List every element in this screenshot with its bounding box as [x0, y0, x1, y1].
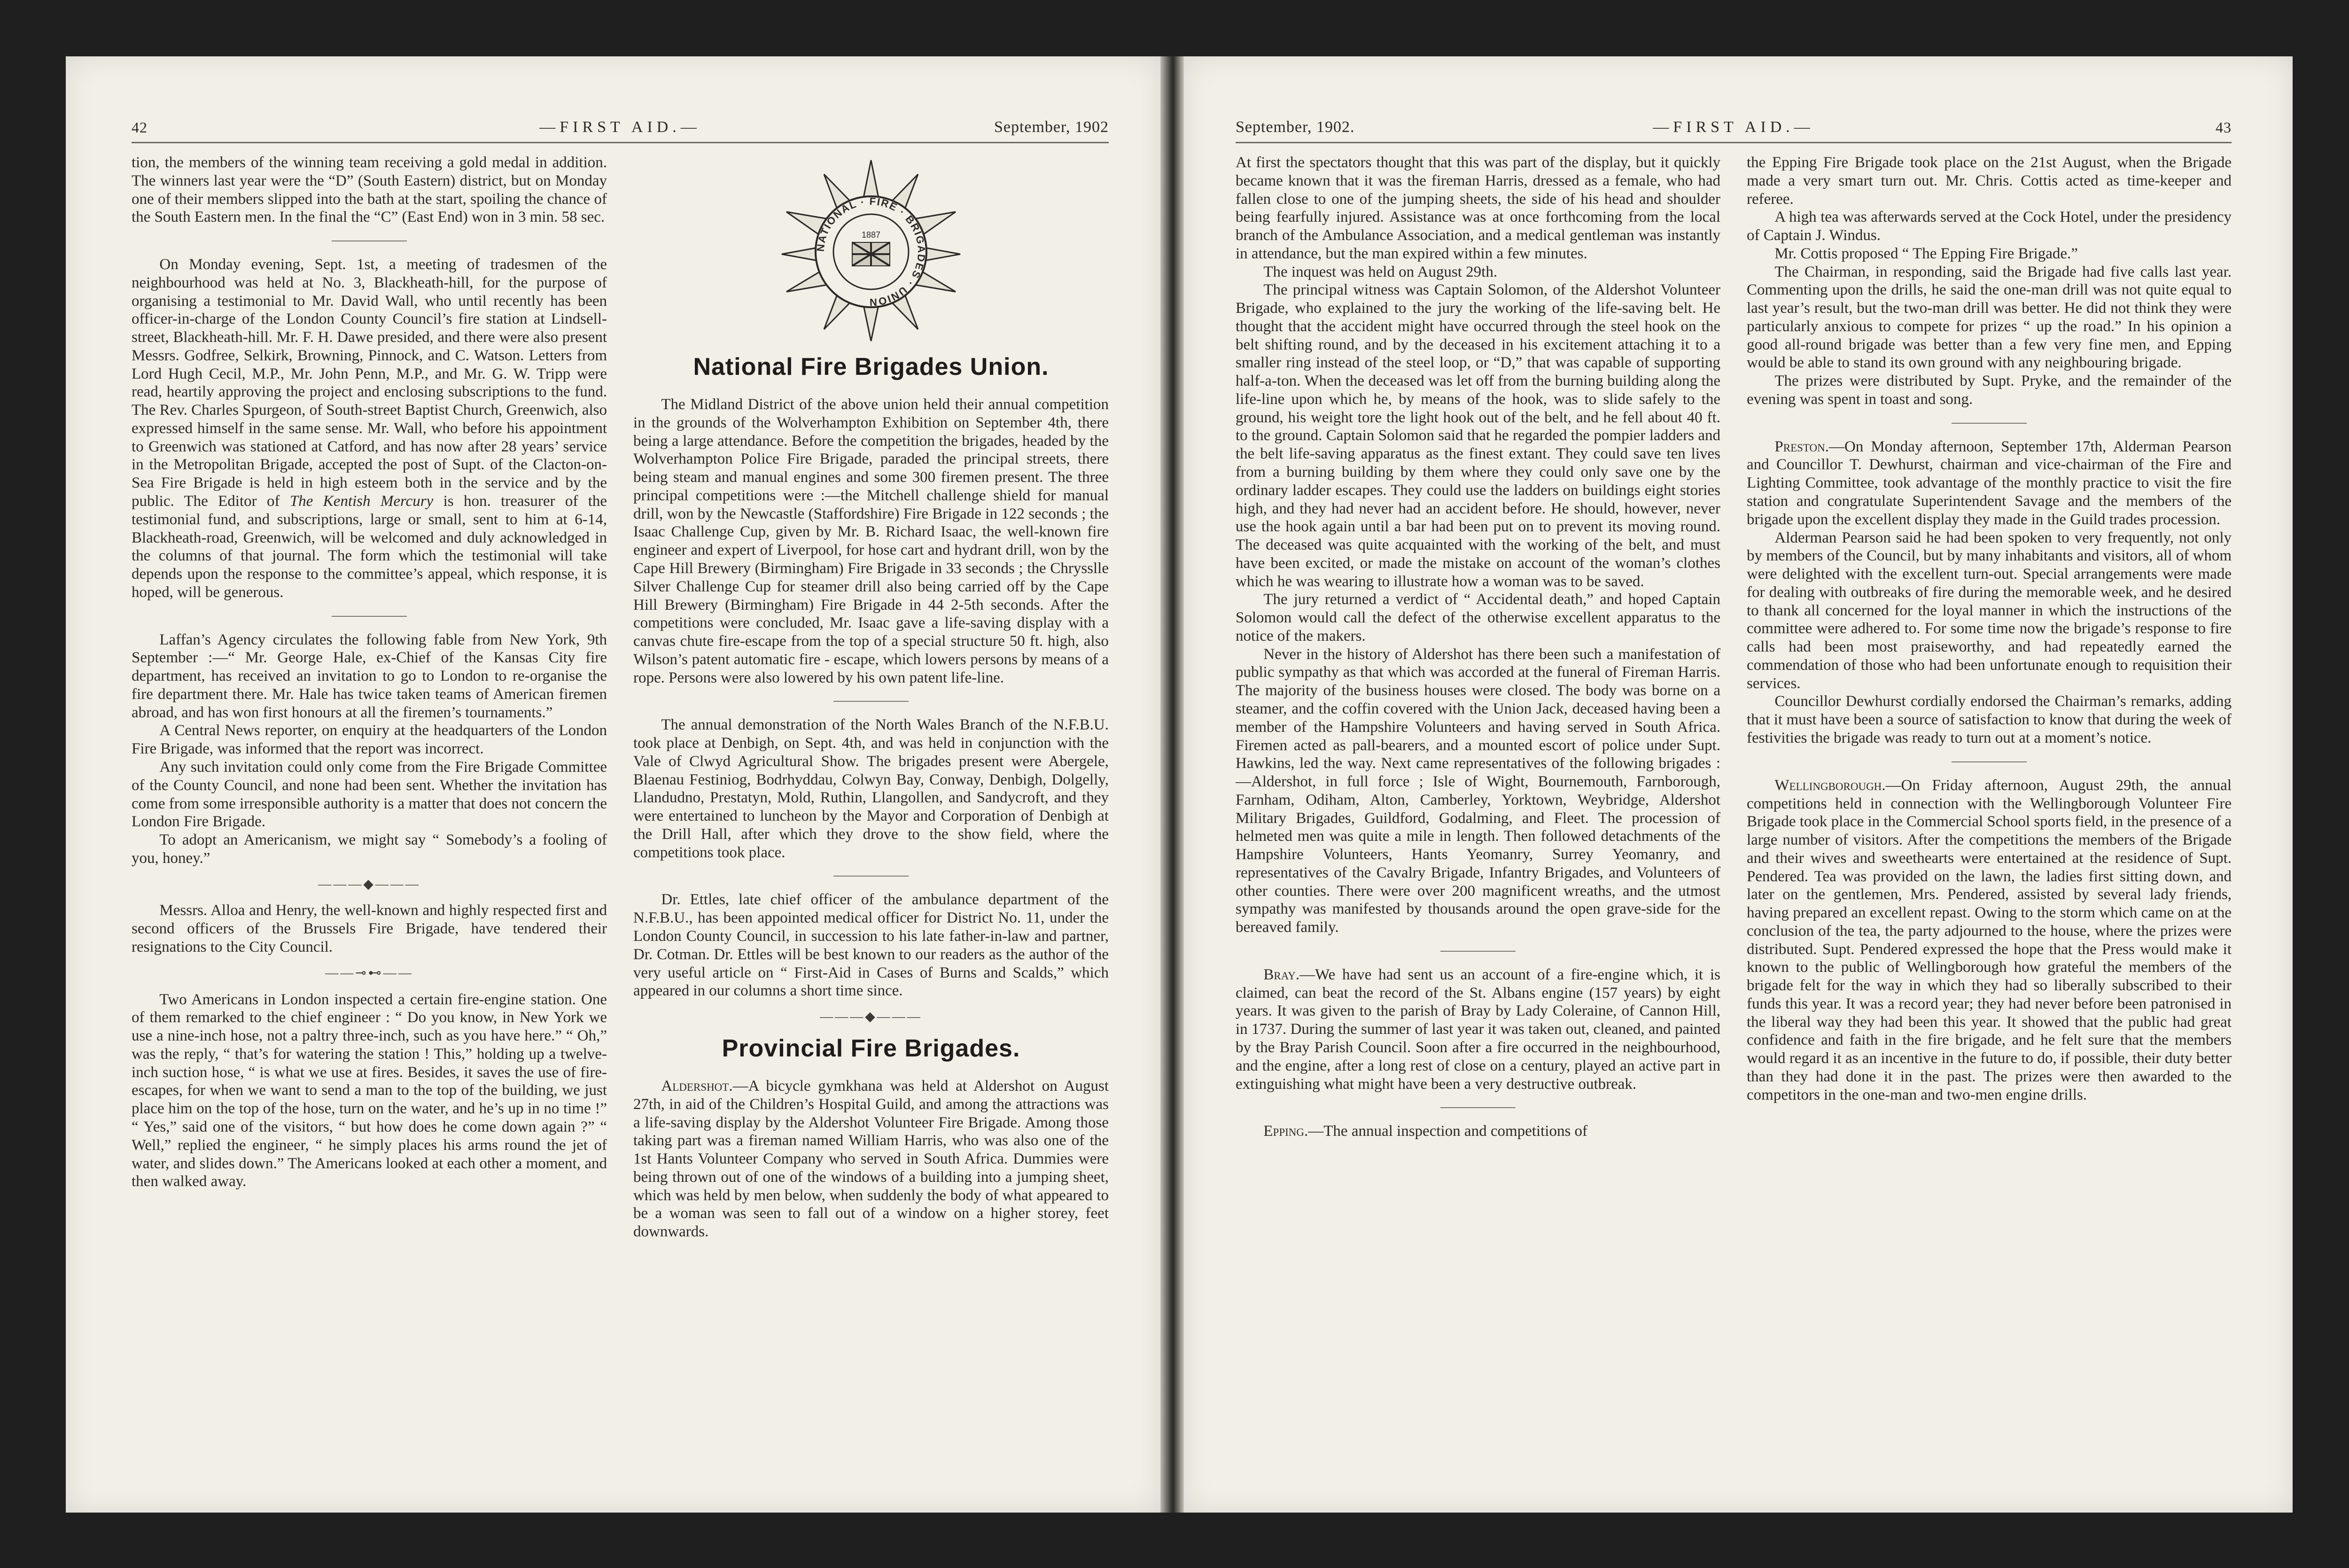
paragraph: A high tea was afterwards served at the Cock Hotel, under the presidency of Captain J. Windus.	[1747, 209, 2232, 244]
paragraph: The Midland District of the above union held their annual competition in the grounds of the Wolverhampton Exhibition on September 4th, there being a large attendance. Before the competition the brigades, headed by the Wolverhampton Police Fire Brigade, paraded the principal streets, there being steam and manual engines and some 300 firemen present. The three principal competitions were :—the Mitchell challenge shield for manual drill, won by the Newcastle (Staffordshire) Fire Brigade in 122 seconds ; the Isaac Challenge Cup, given by Mr. B. Richard Isaac, the well-known fire engineer and expert of Liverpool, for hose cart and hydrant drill, won by the Cape Hill Brewery (Birmingham) Fire Brigade in 33 seconds ; the Chrysslle Silver Challenge Cup for steamer drill also being carried off by the Cape Hill Brewery (Birmingham) Fire Brigade in 44 2-5th seconds. After the competitions were concluded, Mr. Isaac gave a life-saving display with a canvas chute fire-escape from the top of a special structure 50 ft. high, also Wilson’s patent automatic fire - escape, which lowers persons by means of a rope. Persons were also lowered by his own patent life-line.	[633, 396, 1109, 686]
paragraph: At first the spectators thought that this was part of the display, but it quickly became known that it was the fireman Harris, dressed as a female, who had fallen close to one of the jumping sheets, the side of his head and shoulder being fearfully injured. Assistance was at once forthcoming from the local branch of the Ambulance Association, and a medical gentleman was instantly in attendance, but the man expired within a few minutes.	[1236, 154, 1720, 262]
running-head-right	[1236, 108, 2232, 143]
paragraph: the Epping Fire Brigade took place on the 21st August, when the Brigade made a very smart turn out. Mr. Chris. Cottis acted as time-keeper and referee.	[1747, 154, 2232, 208]
italic-title: The Kentish Mercury	[289, 493, 434, 510]
paragraph: Two Americans in London inspected a certain fire-engine station. One of them remarked to the chief engineer : “ Do you know, in New York we use a nine-inch hose, not a paltry three-inch, such as you have here.” “ Oh,” was the reply, “ that’s for watering the station ! This,” holding up a twelve-inch suction hose, “ is what we use at fires. Besides, it saves the use of fire-escapes, for when we want to send a man to the top of the building, we just place him on the top of the hose, turn on the water, and he’s up in no time !” “ Yes,” said one of the visitors, “ but how does he come down again ?” “ Well,” replied the engineer, “ he simply places his arms round the jet of water, and slides down.” The Americans looked at each other a moment, and then walked away.	[132, 991, 607, 1190]
paragraph: The principal witness was Captain Solomon, of the Aldershot Volunteer Brigade, who explained to the jury the working of the life-saving belt. He thought that the accident might have occurred through the steel hook on the belt shifting round, and by the deceased in his excitement attaching it to a smaller ring instead of the steel loop, or “D,” that was capable of supporting half-a-ton. When the deceased was let off from the burning building along the life-line upon which he, by means of the hook, was to slide safely to the ground, his weight tore the light hook out of the belt, and he fell about 40 ft. to the ground. Captain Solomon said that he regarded the pompier ladders and the belt life-saving apparatus as the finest extant. They could save ten lives from a burning building by them where they could only save one by the ordinary ladder escapes. They could use the ladders on buildings eight stories high, and they had never had an accident before. He should, however, never use the hook again until a bar had been put on to prevent its moving round. The deceased was quite acquainted with the working of the belt, and must have been excited, or made the mistake on account of the woman’s clothes which he was wearing to illustrate how a woman was to be saved.	[1236, 281, 1720, 590]
page-number-right: 43	[2216, 119, 2232, 136]
divider	[1952, 423, 2027, 424]
right-column-2	[1747, 154, 2232, 1497]
paragraph: Messrs. Alloa and Henry, the well-known and highly respected first and second officers of the Brussels Fire Brigade, have tendered their resignations to the City Council.	[132, 902, 607, 955]
page-number-left: 42	[132, 119, 148, 136]
nfbu-star-emblem-icon	[777, 155, 965, 343]
divider	[833, 701, 909, 702]
paragraph: Any such invitation could only come from the Fire Brigade Committee of the County Council, and none had been sent. Whether the invitation has come from some irresponsible authority is a matter that does not concern the London Fire Brigade.	[132, 758, 607, 831]
right-page	[1184, 56, 2293, 1513]
running-head-left	[132, 108, 1109, 143]
journal-title-left: —FIRST AID.—	[539, 118, 701, 136]
left-column-2	[633, 154, 1109, 1497]
paragraph: The annual demonstration of the North Wales Branch of the N.F.B.U. took place at Denbigh, on Sept. 4th, and was held in conjunction with the Vale of Clwyd Agricultural Show. The brigades present were Abergele, Blaenau Festiniog, Bodrhyddau, Colwyn Bay, Conway, Denbigh, Dolgelly, Llandudno, Prestatyn, Mold, Ruthin, Llangollen, and Sandycroft, and they were entertained to luncheon by the Mayor and Corporation of Denbigh at the Drill Hall, after which they drove to the show field, where the competitions took place.	[633, 716, 1109, 861]
right-column-1	[1236, 154, 1720, 1497]
emblem-ring-text: NATIONAL · FIRE · BRIGADES · UNION	[814, 195, 928, 309]
paragraph: Epping.—The annual inspection and competitions of	[1263, 1123, 1588, 1140]
paragraph: Bray.—We have had sent us an account of a fire-engine which, it is claimed, can beat the record of the St. Albans engine (157 years) by eight years. It was given to the parish of Bray by Lady Coleraine, of Cannon Hill, in 1737. During the summer of last year it was taken out, cleaned, and painted by the Bray Parish Council. Soon after a fire occurred in the neighbourhood, and the engine, after a long rest of close on a century, played an active part in extinguishing what might have been a very destructive outbreak.	[1236, 966, 1720, 1093]
paragraph: Never in the history of Aldershot has there been such a manifestation of public sympathy as that which was accorded at the funeral of Fireman Harris. The majority of the business houses were closed. The body was borne on a steamer, and the coffin covered with the Union Jack, deceased having been a member of the Hampshire Volunteers and having served in South Africa. Firemen acted as pall-bearers, and a mounted escort of police under Supt. Hawkins, led the way. Next came representatives of the following brigades :—Aldershot, in full force ; Isle of Wight, Bournemouth, Farnborough, Farnham, Odiham, Alton, Camberley, Yorktown, Weybridge, Aldershot Military Brigades, Guildford, Godalming, and Fleet. The procession of helmeted men was quite a mile in length. Then followed detachments of the Hampshire Volunteers, Hants Yeomanry, Surrey Yeomanry, and representatives of the Cavalry Brigade, Infantry Brigades, and Volunteers of other counties. There were over 200 magnificent wreaths, and the utmost sympathy was manifested by thousands around the open grave-side for the bereaved family.	[1236, 645, 1720, 936]
issue-date-right: September, 1902.	[1236, 118, 1355, 136]
divider	[1440, 1107, 1516, 1108]
emblem-year: 1887	[861, 230, 881, 240]
paragraph: The Chairman, in responding, said the Brigade had five calls last year. Commenting upon the drills, he said the one-man drill was not quite equal to last year’s result, but the two-man drill was better. He did not think they were particularly anxious to compete for prizes “ up the road.” In his opinion a good all-round brigade was better than a few very fine men, and Epping would be able to stand its own ground with any neighbouring brigade.	[1747, 263, 2232, 372]
paragraph: The prizes were distributed by Supt. Pryke, and the remainder of the evening was spent in toast and song.	[1747, 373, 2232, 408]
ornament-divider: ———◆———	[820, 1009, 922, 1025]
ornament-divider: ———◆———	[318, 877, 420, 892]
divider	[833, 876, 909, 877]
divider	[1952, 761, 2027, 762]
left-column-1	[132, 154, 607, 1497]
paragraph: Dr. Ettles, late chief officer of the ambulance department of the N.F.B.U., has been appointed medical officer for District No. 11, under the London County Council, in succession to his late father-in-law and partner, Dr. Cotman. Dr. Ettles will be best known to our readers as the author of the very useful article on “ First-Aid in Cases of Burns and Scalds,” which appeared in our columns a short time since.	[633, 891, 1109, 1000]
paragraph: On Monday evening, Sept. 1st, a meeting of tradesmen of the neighbourhood was held at No. 3, Blackheath-hill, for the purpose of organising a testimonial to Mr. David Wall, who until recently has been officer-in-charge of the London County Council’s fire station at Lindsell-street, Blackheath-hill. Mr. F. H. Dawe presided, and there were also present Messrs. Godfree, Selkirk, Browning, Pinnock, and C. Watson. Letters from Lord Hugh Cecil, M.P., Mr. John Penn, M.P., and Mr. G. W. Tripp were read, heartily approving the project and enclosing subscriptions to the fund. The Rev. Charles Spurgeon, of South-street Baptist Church, Greenwich, also expressed himself in the same sense. Mr. Wall, who before his appointment to Greenwich was stationed at Catford, and has now after 28 years’ service in the Metropolitan Brigade, accepted the post of Supt. of the Clacton-on-Sea Fire Brigade is held in high esteem both in the service and by the public. The Editor of The Kentish Mercury is hon. treasurer of the testimonial fund, and subscriptions, large or small, sent to him at 6-14, Blackheath-road, Greenwich, will be welcomed and duly acknowledged in the columns of that journal. The form which the testimonial will take depends upon the response to the committee’s appeal, which response, it is hoped, will be generous.	[132, 256, 607, 601]
paragraph: Laffan’s Agency circulates the following fable from New York, 9th September :—“ Mr. George Hale, ex-Chief of the Kansas City fire department, has received an invitation to go to London to re-organise the fire department there. Mr. Hale has twice taken teams of American firemen abroad, and has won first honours at all the firemen’s tournaments.”	[132, 631, 607, 721]
divider	[332, 616, 407, 617]
section-heading-nfbu: National Fire Brigades Union.	[693, 353, 1049, 380]
section-heading-provincial: Provincial Fire Brigades.	[722, 1034, 1020, 1062]
lead-in: Epping.	[1263, 1123, 1308, 1140]
divider	[1440, 951, 1516, 952]
paragraph: The inquest was held on August 29th.	[1263, 263, 1498, 280]
journal-title-right: —FIRST AID.—	[1653, 118, 1814, 136]
lead-in: Bray.	[1263, 966, 1300, 983]
paragraph: To adopt an Americanism, we might say “ Somebody’s a fooling of you, honey.”	[132, 831, 607, 867]
left-page	[66, 56, 1160, 1513]
paragraph: Alderman Pearson said he had been spoken to very frequently, not only by members of the Council, but by many inhabitants and visitors, all of whom were delighted with the excellent turn-out. Special arrangements were made for dealing with outbreaks of fire during the memorable week, and he desired to thank all concerned for the loyal manner in which the instructions of the committee were adhered to. For some time now the brigade’s response to fire calls had been most praiseworthy, and had repeatedly earned the commendation of those who had been unfortunate enough to requisition their services.	[1747, 529, 2232, 692]
paragraph: Mr. Cottis proposed “ The Epping Fire Brigade.”	[1774, 245, 2078, 262]
paragraph: Aldershot.—A bicycle gymkhana was held at Aldershot on August 27th, in aid of the Children’s Hospital Guild, and among the attractions was a life-saving display by the Aldershot Volunteer Fire Brigade. Among those taking part was a fireman named William Harris, who was also one of the 1st Hants Volunteer Company who served in South Africa. Dummies were being thrown out of one of the windows of a building into a jumping sheet, which was held by men below, when suddenly the body of what appeared to be a woman was seen to fall out of a window on a higher storey, feet downwards.	[633, 1078, 1109, 1241]
lead-in: Preston.	[1774, 438, 1829, 455]
ornament-divider: ——⊸⊷——	[325, 965, 413, 980]
issue-date-left: September, 1902	[994, 118, 1109, 136]
lead-in: Aldershot.	[661, 1078, 733, 1095]
paragraph: The jury returned a verdict of “ Accidental death,” and hoped Captain Solomon would call the defect of the otherwise excellent apparatus to the notice of the makers.	[1236, 591, 1720, 644]
paragraph: Wellingborough.—On Friday afternoon, August 29th, the annual competitions held in connection with the Wellingborough Volunteer Fire Brigade took place in the Commercial School sports field, in the presence of a large number of visitors. After the competitions the members of the Brigade and their wives and sweethearts were entertained at the residence of Supt. Pendered. Tea was provided on the lawn, the ladies first sitting down, and later on the gentlemen, Mrs. Pendered, assisted by several lady friends, having prepared an excellent repast. Owing to the storm which came on at the conclusion of the tea, the party adjourned to the house, where the prizes were distributed. Supt. Pendered expressed the hope that the Press would make it known to the public of Wellingborough how grateful the members of the brigade felt for the way in which they had so liberally subscribed to their funds this year. It was a record year; they had never before been patronised in the liberal way they had been this year. It showed that the public had great confidence and faith in the fire brigade, and he felt sure that the members would regard it as an incentive in the future to do, if possible, their duty better than they had done it in the past. The prizes were then awarded to the competitors in the one-man and two-men engine drills.	[1747, 776, 2232, 1103]
paragraph: Councillor Dewhurst cordially endorsed the Chairman’s remarks, adding that it must have been a source of satisfaction to know that during the week of festivities the brigade was ready to turn out at a moment’s notice.	[1747, 693, 2232, 746]
nfbu-emblem	[633, 155, 1109, 343]
paragraph: A Central News reporter, on enquiry at the headquarters of the London Fire Brigade, was informed that the report was incorrect.	[132, 722, 607, 758]
paragraph: Preston.—On Monday afternoon, September 17th, Alderman Pearson and Councillor T. Dewhurst, chairman and vice-chairman of the Fire and Lighting Committee, took advantage of the monthly practice to visit the fire station and congratulate Superintendent Savage and the members of the brigade upon the excellent display they made in the Guild trades procession.	[1747, 438, 2232, 528]
paragraph: tion, the members of the winning team receiving a gold medal in addition. The winners last year were the “D” (South Eastern) district, but on Monday one of their members slipped into the bath at the start, spoiling the chance of the South Eastern men. In the final the “C” (East End) won in 3 min. 58 sec.	[132, 154, 607, 226]
lead-in: Wellingborough.	[1774, 776, 1886, 794]
book-gutter	[1160, 56, 1184, 1513]
